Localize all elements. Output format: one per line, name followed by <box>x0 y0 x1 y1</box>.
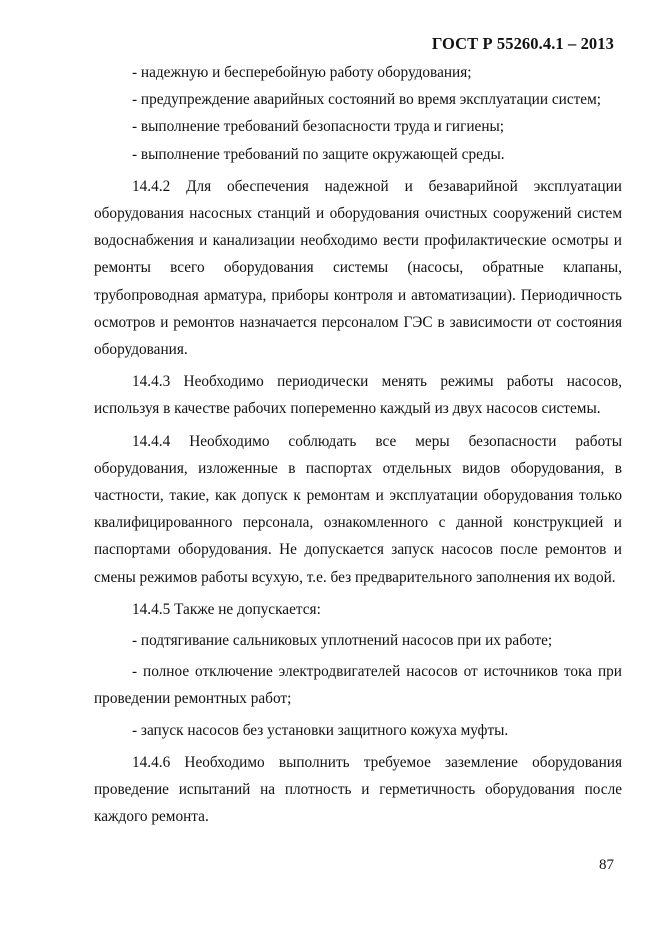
paragraph-14-4-6: 14.4.6 Необходимо выполнить требуемое заземление оборудования проведение испытаний на плотность и герметичность оборудования после каждого ремонта. <box>94 753 622 826</box>
page-number: 87 <box>599 857 614 873</box>
paragraph-14-4-2: 14.4.2 Для обеспечения надежной и безаварийной эксплуатации оборудования насосных станций и оборудования очистных сооружений систем водоснабжения и канализации необходимо вести профилактические осмотры и ремонты всего оборудования системы (насосы, обратные клапаны, трубопроводная арматура, приборы контроля и автоматизации). Периодичность осмотров и ремонтов назначается персоналом ГЭС в зависимости от состояния оборудования. <box>94 177 622 359</box>
bullet-gland-tightening: - подтягивание сальниковых уплотнений насосов при их работе; <box>132 632 553 650</box>
bullet-coupling-guard: - запуск насосов без установки защитного кожуха муфты. <box>132 721 509 739</box>
document-code-header: ГОСТ Р 55260.4.1 – 2013 <box>431 34 614 53</box>
paragraph-14-4-3: 14.4.3 Необходимо периодически менять режимы работы насосов, используя в качестве рабочих попеременно каждый из двух насосов системы. <box>94 373 622 418</box>
bullet-environment-protection: - выполнение требований по защите окружающей среды. <box>132 145 505 163</box>
document-body <box>94 59 622 830</box>
bullet-reliable-operation: - надежную и бесперебойную работу оборудования; <box>132 64 472 81</box>
paragraph-14-4-5: 14.4.5 Также не допускается: <box>132 600 321 618</box>
bullet-motor-disconnection: - полное отключение электродвигателей насосов от источников тока при проведении ремонтных работ; <box>94 663 622 708</box>
bullet-emergency-prevention: - предупреждение аварийных состояний во время эксплуатации систем; <box>132 91 602 109</box>
bullet-safety-requirements: - выполнение требований безопасности труда и гигиены; <box>132 118 505 136</box>
paragraph-14-4-4: 14.4.4 Необходимо соблюдать все меры безопасности работы оборудования, изложенные в паспортах отдельных видов оборудования, в частности, такие, как допуск к ремонтам и эксплуатации оборудования только квалифицированного персонала, ознакомленного с данной конструкцией и паспортами оборудования. Не допускается запуск насосов после ремонтов и смены режимов работы всухую, т.е. без предварительного заполнения их водой. <box>94 432 622 586</box>
